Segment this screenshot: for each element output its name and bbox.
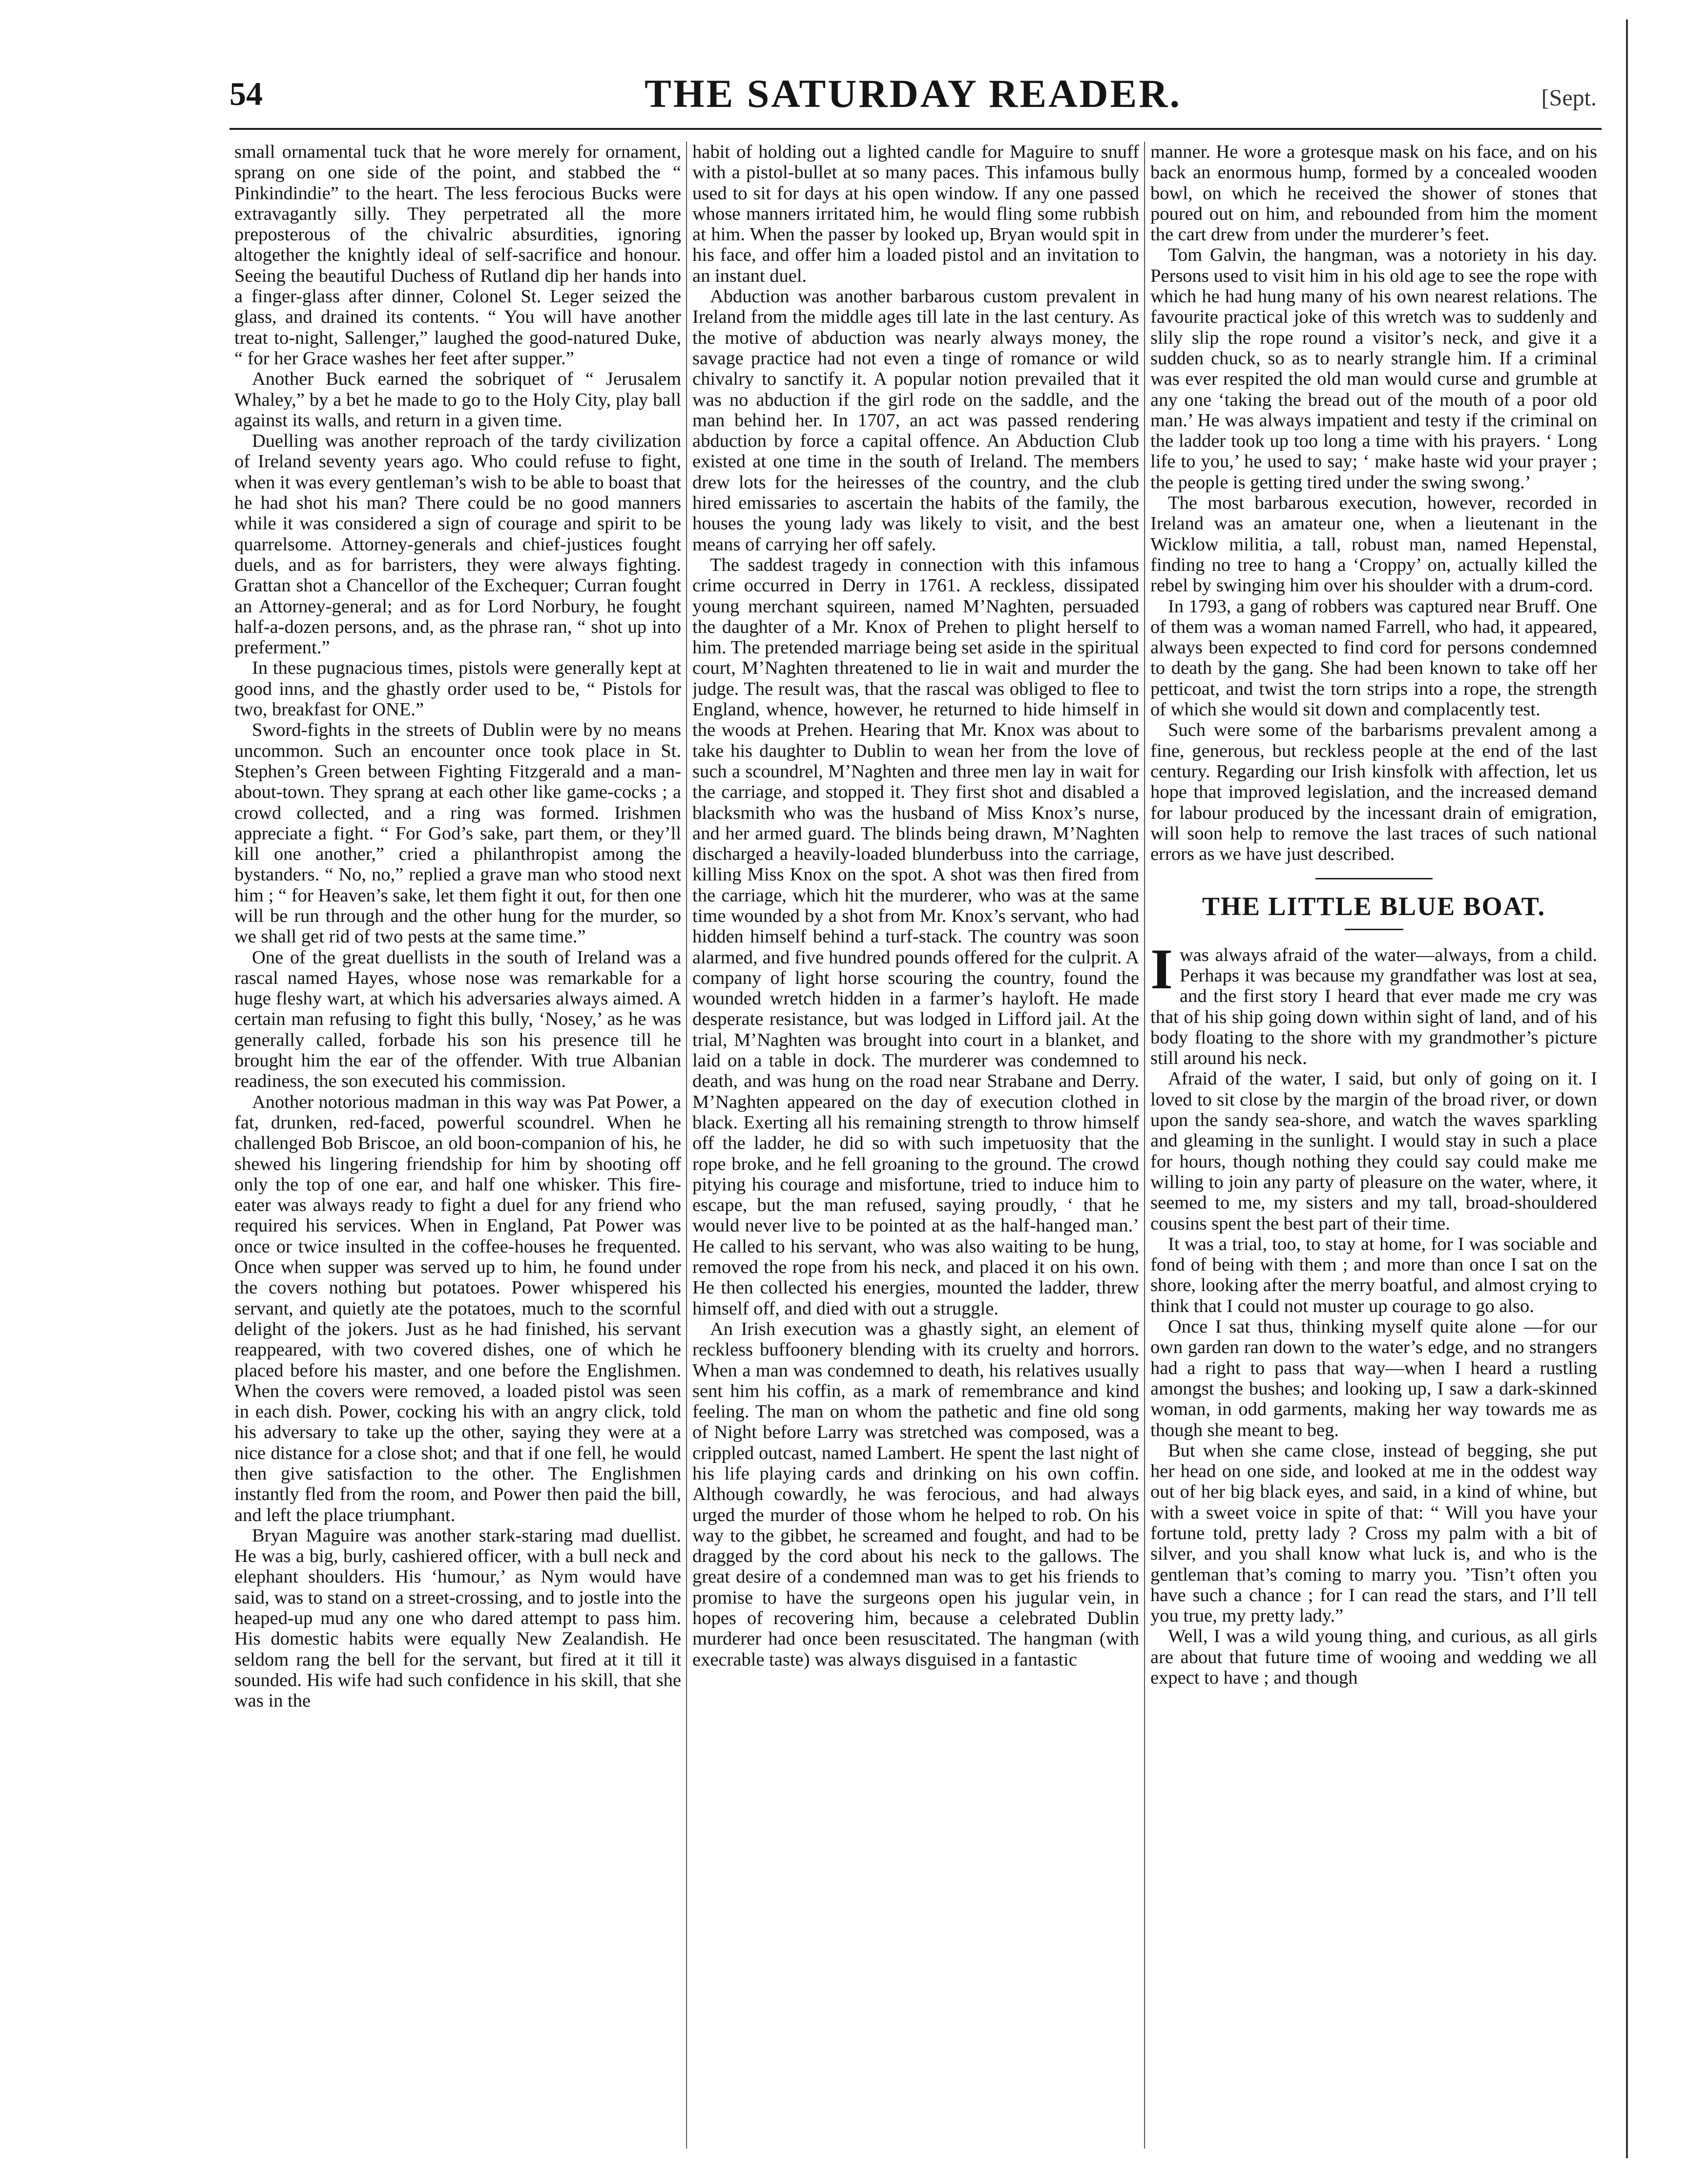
paragraph: Bryan Maguire was another stark-staring mad duellist. He was a big, burly, cashiered officer, with a bull neck and elephant shoulders. His ‘humour,’ as Nym would have said, was to stand on a street-crossing, and to jostle into the heaped-up mud any one who dared attempt to pass him. His domestic habits were equally New Zealandish. He seldom rang the bell for the servant, but fired at it till it sounded. His wife had such confidence in his skill, that she was in the [234, 1525, 681, 1711]
story-paragraph: It was a trial, too, to stay at home, for I was sociable and fond of being with them ; and more than once I sat on the shore, looking after the merry boatful, and almost crying to think that I could not muster up courage to go also. [1150, 1233, 1597, 1316]
column-divider [686, 142, 687, 2148]
paragraph: In 1793, a gang of robbers was captured near Bruff. One of them was a woman named Farrell, who had, it appeared, always been expected to find cord for persons condemned to death by the gang. She had been known to take off her petticoat, and twist the torn strips into a rope, the strength of which she would sit down and complacently test. [1150, 596, 1597, 720]
title-underline [1345, 929, 1403, 930]
paragraph: manner. He wore a grotesque mask on his face, and on his back an enormous hump, formed by a concealed wooden bowl, on which he received the shower of stones that poured out on him, and rebounded from him the moment the cart drew from under the murderer’s feet. [1150, 142, 1597, 245]
paragraph: Another Buck earned the sobriquet of “ Jerusalem Whaley,” by a bet he made to go to the Holy City, play ball against its walls, and return in a given time. [234, 369, 681, 431]
paragraph: small ornamental tuck that he wore merely for ornament, sprang on one side of the point, and stabbed the “ Pinkindindie” to the heart. The less ferocious Bucks were extravagantly silly. They perpetrated all the more preposterous of the chivalric absurdities, ignoring altogether the knightly ideal of self-sacrifice and honour. Seeing the beautiful Duchess of Rutland dip her hands into a finger-glass after dinner, Colonel St. Leger seized the glass, and drained its contents. “ You will have another treat to-night, Sallenger,” laughed the good-natured Duke, “ for her Grace washes her feet after supper.” [234, 142, 681, 369]
paragraph: habit of holding out a lighted candle for Maguire to snuff with a pistol-bullet at so many paces. This infamous bully used to sit for days at his open window. If any one passed whose manners irritated him, he would fling some rubbish at him. When the passer by looked up, Bryan would spit in his face, and offer him a loaded pistol and an invitation to an instant duel. [692, 142, 1139, 286]
drop-cap: I [1150, 937, 1173, 1001]
story-paragraph [1150, 937, 1597, 1069]
page-edge-rule [1626, 20, 1628, 2158]
paragraph: Abduction was another barbarous custom prevalent in Ireland from the middle ages till late in the last century. As the motive of abduction was nearly always money, the savage practice had not even a tinge of romance or wild chivalry to sanctify it. A popular notion prevailed that it was no abduction if the girl rode on the saddle, and the man behind her. In 1707, an act was passed rendering abduction by force a capital offence. An Abduction Club existed at one time in the south of Ireland. The members drew lots for the heiresses of the country, and the club hired emissaries to ascertain the habits of the family, the houses the young lady was likely to visit, and the best means of carrying her off safely. [692, 286, 1139, 555]
paragraph: The saddest tragedy in connection with this infamous crime occurred in Derry in 1761. A reckless, dissipated young merchant squireen, named M’Naghten, persuaded the daughter of a Mr. Knox of Prehen to plight herself to him. The pretended marriage being set aside in the spiritual court, M’Naghten threatened to lie in wait and murder the judge. The result was, that the rascal was obliged to flee to England, whence, however, he returned to hide himself in the woods at Prehen. Hearing that Mr. Knox was about to take his daughter to Dublin to wean her from the love of such a scoundrel, M’Naghten and three men lay in wait for the carriage, and stopped it. They first shot and disabled a blacksmith who was the husband of Miss Knox’s nurse, and her armed guard. The blinds being drawn, M’Naghten discharged a heavily-loaded blunderbuss into the carriage, killing Miss Knox on the spot. A shot was then fired from the carriage, which hit the murderer, who was at the same time wounded by a shot from Mr. Knox’s servant, who had hidden himself behind a turf-stack. The country was soon alarmed, and five hundred pounds offered for the culprit. A company of light horse scouring the country, found the wounded wretch hidden in a farmer’s hayloft. He made desperate resistance, but was lodged in Lifford jail. At the trial, M’Naghten was brought into court in a blanket, and laid on a table in dock. The murderer was condemned to death, and was hung on the road near Strabane and Derry. M’Naghten appeared on the day of execution clothed in black. Exerting all his remaining strength to throw himself off the ladder, he did so with such impetuosity that the rope broke, and he fell groaning to the ground. The crowd pitying his courage and misfortune, tried to induce him to escape, but the man refused, saying proudly, ‘ that he would never live to be pointed at as the half-hanged man.’ He called to his servant, who was also waiting to be hung, removed the rope from his neck, and placed it on his own. He then collected his energies, mounted the ladder, threw himself off, and died with out a struggle. [692, 554, 1139, 1319]
column-1 [234, 142, 681, 2148]
header-rule [229, 128, 1602, 130]
paragraph: The most barbarous execution, however, recorded in Ireland was an amateur one, when a lieutenant in the Wicklow militia, a tall, robust man, named Hepenstal, finding no tree to hang a ‘Croppy’ on, actually killed the rebel by swinging him over his shoulder with a drum-cord. [1150, 493, 1597, 596]
column-3 [1150, 142, 1597, 2148]
paragraph: Sword-fights in the streets of Dublin were by no means uncommon. Such an encounter once took place in St. Stephen’s Green between Fighting Fitzgerald and a man-about-town. They sprang at each other like game-cocks ; a crowd collected, and a ring was formed. Irishmen appreciate a fight. “ For God’s sake, part them, or they’ll kill one another,” cried a philanthropist among the bystanders. “ No, no,” replied a grave man who stood next him ; “ for Heaven’s sake, let them fight it out, for then one will be run through and the other hung for the murder, so we shall get rid of two pests at the same time.” [234, 720, 681, 947]
story-paragraph: Afraid of the water, I said, but only of going on it. I loved to sit close by the margin of the broad river, or down upon the sandy sea-shore, and watch the waves sparkling and gleaming in the sunlight. I would stay in such a place for hours, though nothing they could say could make me willing to join any party of pleasure on the water, where, it seemed to me, my sisters and my tall, broad-shouldered cousins spent the best part of their time. [1150, 1068, 1597, 1234]
paragraph: In these pugnacious times, pistols were generally kept at good inns, and the ghastly order used to be, “ Pistols for two, breakfast for ONE.” [234, 658, 681, 720]
page-number: 54 [229, 75, 263, 112]
paragraph: One of the great duellists in the south of Ireland was a rascal named Hayes, whose nose was remarkable for a huge fleshy wart, at which his adversaries always aimed. A certain man refusing to fight this bully, ‘Nosey,’ as he was generally called, forbade his son his presence till he brought him the ear of the offender. With true Albanian readiness, the son executed his commission. [234, 947, 681, 1092]
paragraph: Another notorious madman in this way was Pat Power, a fat, drunken, red-faced, powerful scoundrel. When he challenged Bob Briscoe, an old boon-companion of his, he shewed his lingering friendship for him by shooting off only the top of one ear, and half one whisker. This fire-eater was always ready to fight a duel for any friend who required his services. When in England, Pat Power was once or twice insulted in the coffee-houses he frequented. Once when supper was served up to him, he found under the covers nothing but potatoes. Power whispered his servant, and quietly ate the potatoes, much to the scornful delight of the jokers. Just as he had finished, his servant reappeared, with two covered dishes, one of which he placed before his master, and one before the Englishmen. When the covers were removed, a loaded pistol was seen in each dish. Power, cocking his with an angry click, told his adversary to take up the other, saying they were at a nice distance for a close shot; and that if one fell, he would then give satisfaction to the other. The Englishmen instantly fled from the room, and Power then paid the bill, and left the place triumphant. [234, 1091, 681, 1525]
story-paragraph: Once I sat thus, thinking myself quite alone —for our own garden ran down to the water’s edge, and no strangers had a right to pass that way—when I heard a rustling amongst the bushes; and looking up, I saw a dark-skinned woman, in odd garments, making her way towards me as though she meant to beg. [1150, 1316, 1597, 1440]
column-2 [692, 142, 1139, 2148]
paragraph: Such were some of the barbarisms prevalent among a fine, generous, but reckless people at the end of the last century. Regarding our Irish kinsfolk with affection, let us hope that improved legislation, and the increased demand for labour produced by the incessant drain of emigration, will soon help to remove the last traces of such national errors as we have just described. [1150, 720, 1597, 865]
story-paragraph: Well, I was a wild young thing, and curious, as all girls are about that future time of wooing and wedding we all expect to have ; and though [1150, 1626, 1597, 1689]
section-separator [1315, 878, 1433, 879]
story-title: THE LITTLE BLUE BOAT. [1202, 892, 1546, 921]
page-header [229, 71, 1597, 129]
story-paragraph-text: was always afraid of the water—always, from a child. Perhaps it was because my grandfather was lost at sea, and the first story I heard that ever made me cry was that of his ship going down within sight of land, and of his body floating to the shore with my grandmother’s picture still around his neck. [1150, 944, 1597, 1069]
header-date: [Sept. [1541, 85, 1597, 111]
masthead-title: THE SATURDAY READER. [645, 71, 1182, 116]
paragraph: Tom Galvin, the hangman, was a notoriety in his day. Persons used to visit him in his old age to see the rope with which he had hung many of his own nearest relations. The favourite practical joke of this wretch was to suddenly and slily slip the rope round a visitor’s neck, and give it a sudden chuck, so as to nearly strangle him. If a criminal was ever respited the old man would curse and grumble at any one ‘taking the bread out of the mouth of a poor old man.’ He was always impatient and testy if the criminal on the ladder took up too long a time with his prayers. ‘ Long life to you,’ he used to say; ‘ make haste wid your prayer ; the people is getting tired under the swing swong.’ [1150, 245, 1597, 493]
paragraph: An Irish execution was a ghastly sight, an element of reckless buffoonery blending with its cruelty and horrors. When a man was condemned to death, his relatives usually sent him his coffin, as a mark of remembrance and kind feeling. The man on whom the pathetic and fine old song of Night before Larry was stretched was composed, was a crippled outcast, named Lambert. He spent the last night of his life playing cards and drinking on his own coffin. Although cowardly, he was ferocious, and had always urged the murder of those whom he helped to rob. On his way to the gibbet, he screamed and fought, and had to be dragged by the cord about his neck to the gallows. The great desire of a condemned man was to get his friends to promise to have the surgeons open his jugular vein, in hopes of recovering him, because a celebrated Dublin murderer had once been resuscitated. The hangman (with execrable taste) was always disguised in a fantastic [692, 1318, 1139, 1670]
paragraph: Duelling was another reproach of the tardy civilization of Ireland seventy years ago. Who could refuse to fight, when it was every gentleman’s wish to be able to boast that he had shot his man? There could be no good manners while it was considered a sign of courage and spirit to be quarrelsome. Attorney-generals and chief-justices fought duels, and as for barristers, they were always fighting. Grattan shot a Chancellor of the Exchequer; Curran fought an Attorney-general; and as for Lord Norbury, he fought half-a-dozen persons, and, as the phrase ran, “ shot up into preferment.” [234, 431, 681, 658]
story-paragraph: But when she came close, instead of begging, she put her head on one side, and looked at me in the oddest way out of her big black eyes, and said, in a kind of whine, but with a sweet voice in spite of that: “ Will you have your fortune told, pretty lady ? Cross my palm with a bit of silver, and you shall know what luck is, and who is the gentleman that’s coming to marry you. ’Tisn’t often you have such a chance ; for I can read the stars, and I’ll tell you true, my pretty lady.” [1150, 1440, 1597, 1626]
column-divider [1144, 142, 1145, 2148]
